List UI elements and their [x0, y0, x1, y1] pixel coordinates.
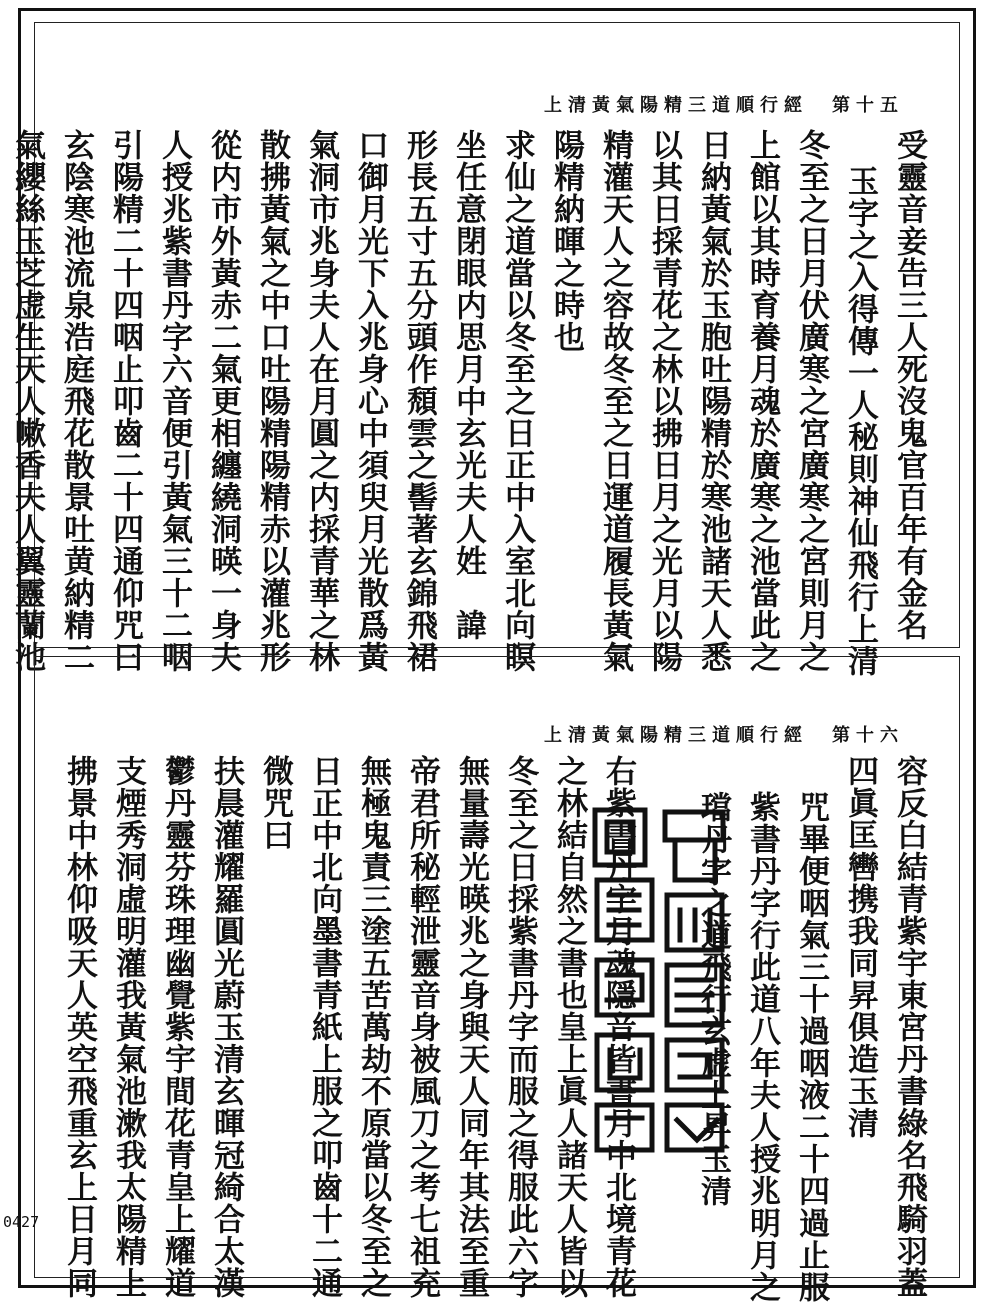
- text-body: [59, 755, 929, 1303]
- seal-script-talisman: [585, 800, 735, 1160]
- text-column: 拂景中林仰吸天人英空飛重玄上日月同: [61, 755, 97, 1299]
- text-column: 紫書丹字行此道八年夫人授兆明月之: [744, 791, 780, 1303]
- lower-page: [34, 656, 960, 1303]
- text-column: 日正中北向墨書青紙上服之叩齒十二通: [306, 755, 342, 1299]
- text-column: 無極鬼責三塗五苦萬劫不原當以冬至之: [355, 755, 391, 1299]
- text-column: 形長五寸五分頭作頹雲之髻著玄錦飛裙: [401, 129, 437, 673]
- text-column: 氣洞市兆身夫人在月圓之内採青華之林: [303, 129, 339, 673]
- text-column: 玉字之入得傳一人秘則神仙飛行上清: [842, 165, 878, 677]
- text-column: 求仙之道當以冬至之日正中入室北向瞑: [499, 129, 535, 673]
- text-body: [9, 129, 929, 677]
- text-column: 支煙秀洞虛明灌我黃氣池漱我太陽精上: [110, 755, 146, 1299]
- text-column: 日納黃氣於玉胞吐陽精於寒池諸天人悉: [695, 129, 731, 673]
- text-column: 受靈音妾告三人死沒鬼官百年有金名: [891, 129, 927, 641]
- text-column: 從内市外黃赤二氣更相纏繞洞暎一身夫: [205, 129, 241, 673]
- archive-page-number: 0427: [3, 1213, 40, 1231]
- text-column: 璫丹字之道飛行玄虚上昇玉清: [695, 791, 731, 1207]
- text-column: 氣纓絲玉芝虚生天人嗽香夫人翼靈蘭池: [9, 129, 45, 673]
- text-column: 容反白結青紫宇東宮丹書綠名飛騎羽蓋: [891, 755, 927, 1299]
- text-column: 人授兆紫書丹字六音便引黃氣三十二咽: [156, 129, 192, 673]
- text-column: 無量壽光暎兆之身與天人同年其法至重: [453, 755, 489, 1299]
- text-column: 之林結自然之書也皇上眞人諸天人皆以: [551, 755, 587, 1299]
- text-column: 冬至之日月伏廣寒之宮廣寒之宮則月之: [793, 129, 829, 673]
- text-column: 坐任意閉眼内思月中玄光夫人姓 諱: [450, 129, 486, 641]
- text-column: 上館以其時育養月魂於廣寒之池當此之: [744, 129, 780, 673]
- text-column: 微咒曰: [257, 755, 293, 851]
- page-header: 上清黃氣陽精三道順行經 第十六: [544, 725, 904, 746]
- text-column: 咒畢便咽氣三十過咽液二十四過止服: [793, 791, 829, 1303]
- text-column: 鬱丹靈芬珠理幽覺紫宇間花青皇上耀道: [159, 755, 195, 1299]
- page-header: 上清黃氣陽精三道順行經 第十五: [544, 95, 904, 116]
- text-column: 玄陰寒池流泉浩庭飛花散景吐黄納精二: [58, 129, 94, 673]
- text-column: 扶晨灌耀羅圓光蔚玉清玄暉冠綺合太漢: [208, 755, 244, 1299]
- text-column: 以其日採青花之林以拂日月之光月以陽: [646, 129, 682, 673]
- text-column: 右紫書丹字月魂隱音皆書月中北境青花: [600, 755, 636, 1299]
- text-column: 帝君所秘輕泄靈音身被風刀之考七祖充: [404, 755, 440, 1299]
- text-column: 散拂黃氣之中口吐陽精陽精赤以灌兆形: [254, 129, 290, 673]
- text-column: 陽精納暉之時也: [548, 129, 584, 353]
- text-column: 口御月光下入兆身心中須臾月光散爲黃: [352, 129, 388, 673]
- text-column: 精灌天人之容故冬至之日運道履長黃氣: [597, 129, 633, 673]
- text-column: 四眞匡轡携我同昇俱造玉清: [842, 755, 878, 1139]
- text-column: 引陽精二十四咽止叩齒二十四通仰咒曰: [107, 129, 143, 673]
- text-column: 冬至之日採紫書丹字而服之得服此六字: [502, 755, 538, 1299]
- upper-page: [9, 22, 960, 677]
